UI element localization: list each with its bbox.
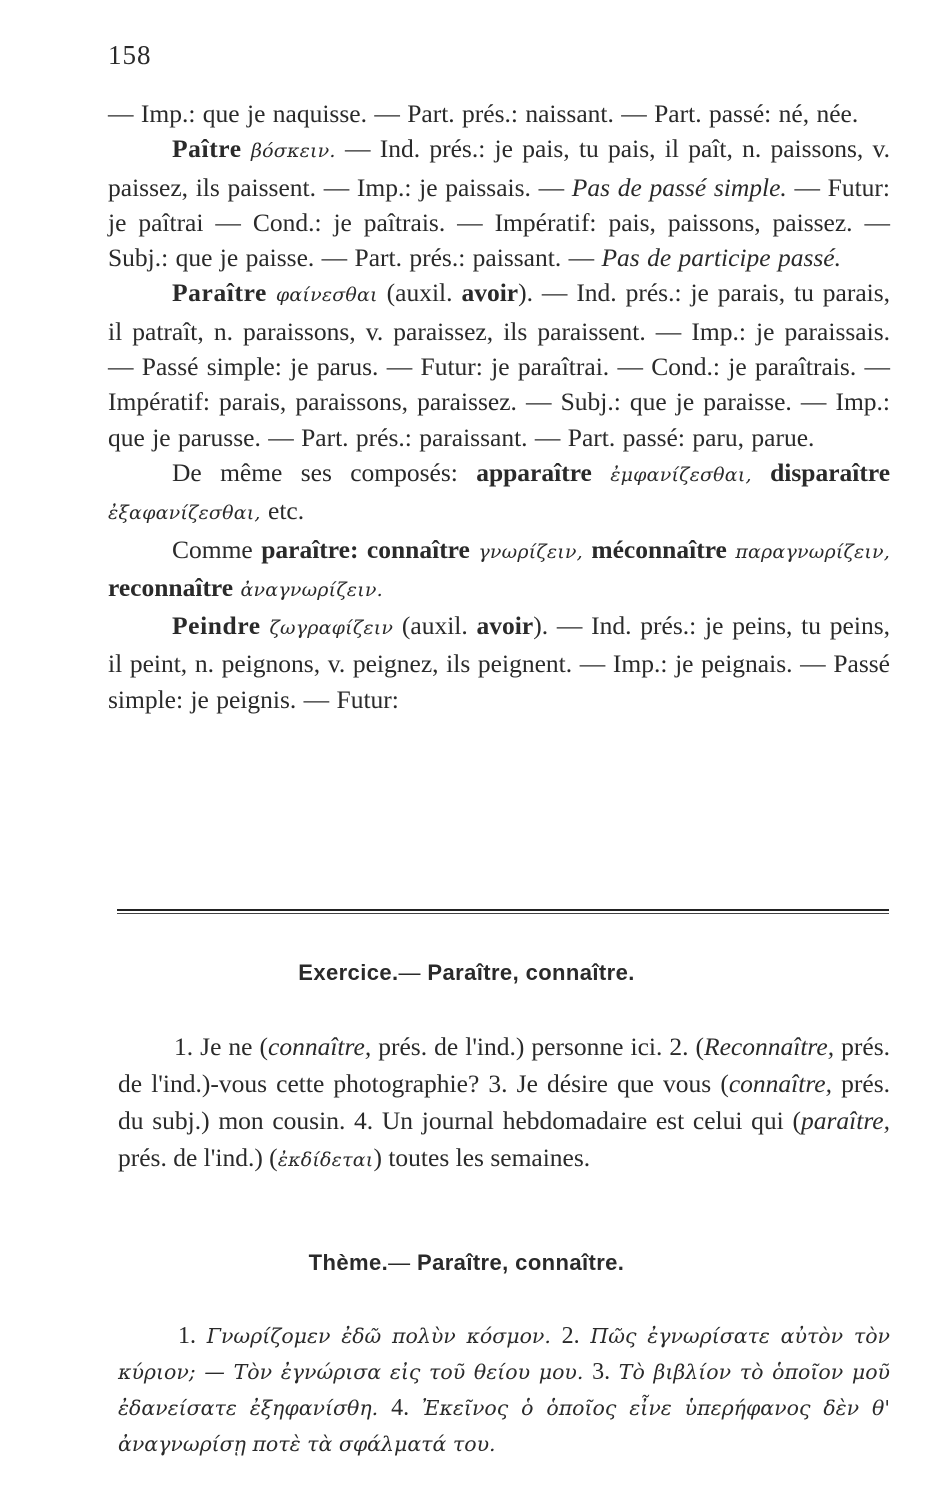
- section-divider: [117, 909, 889, 914]
- entry-paraitre: Paraître φαίνεσθαι (auxil. avoir). — Ind. prés.: je parais, tu parais, il patraît, n. paraissons, v. paraissez, ils paraissent. — Imp.: je paraissais. — Passé simple: je parus. — Futur: je paraîtrai. — Cond.: je paraîtrais. — Impératif: parais, paraissons, paraissez. — Subj.: que je paraisse. — Imp.: que je parusse. — Part. prés.: paraissant. — Part. passé: paru, parue.: [108, 278, 891, 452]
- headword-paitre: Paître: [172, 134, 242, 164]
- entry-paitre: Paître βόσκειν. — Ind. prés.: je pais, tu pais, il paît, n. paissons, v. paissez, ils paissent. — Imp.: je paissais. — Pas de passé simple. — Futur: je paîtrai — Cond.: je paîtrais. — Impératif: pais, paissons, paissez. — Subj.: que je paisse. — Part. prés.: paissant. — Pas de participe passé.: [108, 134, 891, 273]
- greek-paitre: βόσκειν.: [250, 140, 336, 163]
- conjugation-text: [108, 96, 890, 717]
- theme-heading: Thème.— Paraître, connaître.: [308, 1250, 625, 1275]
- exercice-text: 1. Je ne (connaître, prés. de l'ind.) personne ici. 2. (Reconnaître, prés. de l'ind.)-vous cette photographie? 3. Je désire que vous (connaître, prés. du subj.) mon cousin. 4. Un journal hebdomadaire est celui qui (paraître, prés. de l'ind.) (ἐκδίδεται) toutes les semaines.: [118, 1032, 890, 1172]
- headword-paraitre: Paraître: [172, 278, 267, 308]
- headword-peindre: Peindre: [172, 611, 261, 641]
- greek-paraitre: φαίνεσθαι: [275, 284, 378, 307]
- paragraph-comme: Comme paraître: connaître γνωρίζειν, méconnaître παραγνωρίζειν, reconnaître ἀναγνωρίζειν.: [108, 534, 891, 602]
- page-number: 158: [108, 40, 152, 70]
- theme-text: 1. Γνωρίζομεν ἐδῶ πολὺν κόσμον. 2. Πῶς ἐγνωρίσατε αὐτὸν τὸν κύριον; — Τὸν ἐγνώρισα εἰς τοῦ θείου μου. 3. Τὸ βιβλίον τὸ ὁποῖον μοῦ ἐδανείσατε ἐξηφανίσθη. 4. Ἐκεῖνος ὁ ὁποῖος εἶνε ὑπερήφανος δὲν θ' ἀναγνωρίσῃ ποτὲ τὰ σφάλματά του.: [118, 1323, 891, 1456]
- naitre-continuation: — Imp.: que je naquisse. — Part. prés.: naissant. — Part. passé: né, née.: [108, 99, 859, 128]
- greek-peindre: ζωγραφίζειν: [269, 617, 394, 640]
- paragraph-composes: De même ses composés: apparaître ἐμφανίζεσθαι, disparaître ἐξαφανίζεσθαι, etc.: [108, 457, 891, 526]
- exercice-heading: Exercice.— Paraître, connaître.: [298, 960, 635, 985]
- entry-peindre: Peindre ζωγραφίζειν (auxil. avoir). — Ind. prés.: je peins, tu peins, il peint, n. peignons, v. peignez, ils peignent. — Imp.: je peignais. — Passé simple: je peignis. — Futur:: [108, 611, 890, 714]
